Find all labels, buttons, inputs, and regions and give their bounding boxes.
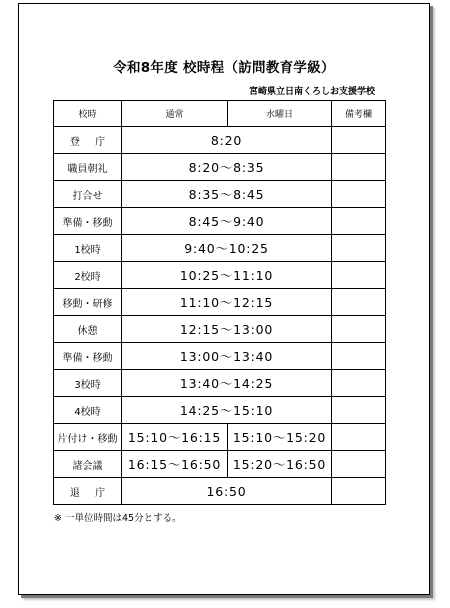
row-time: 11:10～12:15	[122, 289, 332, 316]
row-label: 4校時	[54, 397, 122, 424]
row-time: 12:15～13:00	[122, 316, 332, 343]
remarks-cell	[332, 478, 386, 505]
row-time: 10:25～11:10	[122, 262, 332, 289]
row-label: 諸会議	[54, 451, 122, 478]
document-page	[18, 3, 430, 595]
remarks-cell	[332, 208, 386, 235]
table-row	[54, 127, 386, 154]
row-time: 16:50	[122, 478, 332, 505]
header-wednesday: 水曜日	[228, 101, 332, 127]
row-time-wednesday: 15:10～15:20	[228, 424, 332, 451]
remarks-cell	[332, 262, 386, 289]
row-label: 移動・研修	[54, 289, 122, 316]
row-time: 8:45～9:40	[122, 208, 332, 235]
row-label: 職員朝礼	[54, 154, 122, 181]
row-label: 1校時	[54, 235, 122, 262]
table-row	[54, 289, 386, 316]
timetable-header-row	[54, 101, 386, 127]
table-row	[54, 154, 386, 181]
remarks-cell	[332, 127, 386, 154]
row-label: 3校時	[54, 370, 122, 397]
table-row	[54, 208, 386, 235]
remarks-cell	[332, 370, 386, 397]
table-row	[54, 262, 386, 289]
remarks-cell	[332, 316, 386, 343]
row-label: 打合せ	[54, 181, 122, 208]
row-time: 13:40～14:25	[122, 370, 332, 397]
row-label: 休憩	[54, 316, 122, 343]
row-label: 退 庁	[54, 478, 122, 505]
table-row	[54, 316, 386, 343]
row-time-regular: 16:15～16:50	[122, 451, 228, 478]
row-time: 13:00～13:40	[122, 343, 332, 370]
row-label: 片付け・移動	[54, 424, 122, 451]
table-row	[54, 478, 386, 505]
header-period: 校時	[54, 101, 122, 127]
footnote: ※ 一単位時間は45分とする。	[54, 513, 182, 524]
row-time: 14:25～15:10	[122, 397, 332, 424]
table-row	[54, 397, 386, 424]
row-time: 8:20	[122, 127, 332, 154]
row-time: 8:35～8:45	[122, 181, 332, 208]
document-title: 令和8年度 校時程（訪問教育学級）	[113, 60, 335, 76]
remarks-cell	[332, 424, 386, 451]
table-row	[54, 451, 386, 478]
header-remarks: 備考欄	[332, 101, 386, 127]
row-time: 9:40～10:25	[122, 235, 332, 262]
remarks-cell	[332, 235, 386, 262]
remarks-cell	[332, 343, 386, 370]
header-regular: 通常	[122, 101, 228, 127]
table-row	[54, 370, 386, 397]
row-label: 2校時	[54, 262, 122, 289]
remarks-cell	[332, 451, 386, 478]
table-row	[54, 424, 386, 451]
school-name: 宮崎県立日南くろしお支援学校	[249, 87, 376, 97]
remarks-cell	[332, 181, 386, 208]
remarks-cell	[332, 289, 386, 316]
table-row	[54, 235, 386, 262]
row-time-regular: 15:10～16:15	[122, 424, 228, 451]
remarks-cell	[332, 397, 386, 424]
row-label: 登 庁	[54, 127, 122, 154]
row-label: 準備・移動	[54, 343, 122, 370]
row-time-wednesday: 15:20～16:50	[228, 451, 332, 478]
row-time: 8:20～8:35	[122, 154, 332, 181]
timetable	[53, 100, 386, 505]
table-row	[54, 181, 386, 208]
row-label: 準備・移動	[54, 208, 122, 235]
table-row	[54, 343, 386, 370]
remarks-cell	[332, 154, 386, 181]
